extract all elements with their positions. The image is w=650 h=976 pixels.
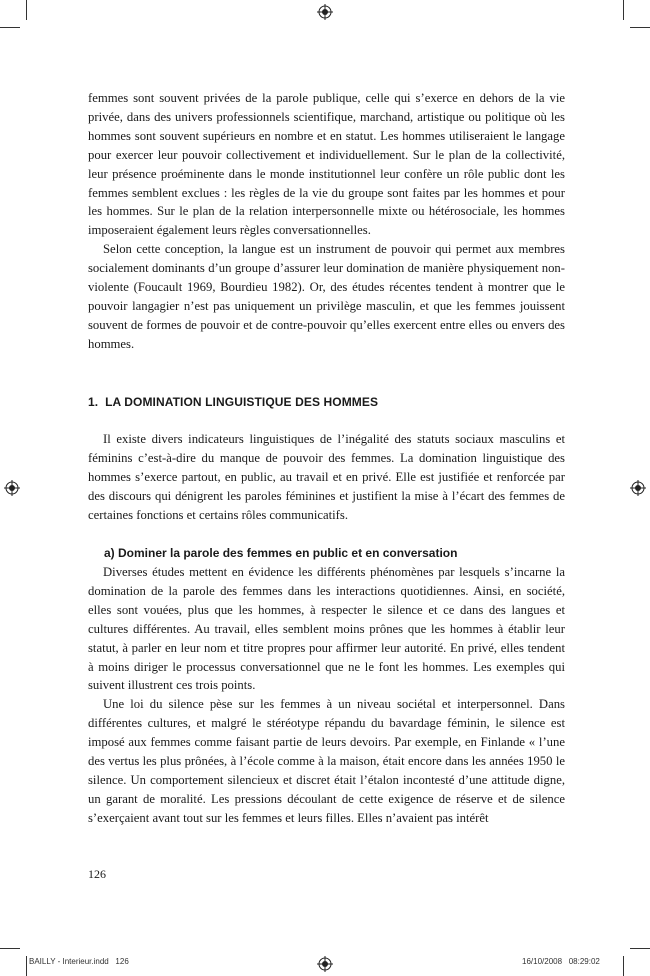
- paragraph: femmes sont souvent privées de la parole publique, celle qui s’exerce en dehors de la vie privée, dans des univers professionnels scientifique, marchand, artistique ou politique où les hommes sont souvent supérieurs en nombre et en statut. Les hommes utiliseraient le langage pour exercer leur pouvoir collectivement et individuellement. Sur le plan de la collectivité, leur présence proéminente dans le monde institutionnel leur confère un rôle public dont les femmes semblent exclues : les règles de la vie du groupe sont faites par les hommes et pour les hommes. Sur le plan de la relation interpersonnelle mixte ou hétérosociale, les hommes imposeraient également leurs règles conversationnelles.: [88, 91, 565, 238]
- paragraph: Une loi du silence pèse sur les femmes à un niveau sociétal et interpersonnel. Dans différentes cultures, et malgré le stéréotype répandu du bavardage féminin, le silence est imposé aux femmes comme faisant partie de leurs devoirs. Par exemple, en Finlande « l’une des vertus les plus prônées, à l’école comme à la maison, était encore dans les années 1950 le silence. Un comportement silencieux et discret était l’étalon incontesté d’une attitude digne, un garant de moralité. Les pressions découlant de cette exigence de réserve et de silence s’exerçaient avant tout sur les femmes et leurs filles. Elles n’avaient pas intérêt: [88, 697, 565, 825]
- paragraph: Selon cette conception, la langue est un instrument de pouvoir qui permet aux membres socialement dominants d’un groupe d’assurer leur domination de manière physiquement non-violente (Foucault 1969, Bourdieu 1982). Or, des études récentes tendent à montrer que le pouvoir langagier n’est pas uniquement un privilège masculin, et que les femmes jouissent souvent de formes de pouvoir et de contre-pouvoir qu’elles exercent entre elles ou envers des hommes.: [88, 242, 565, 351]
- crop-mark-top-left: [26, 0, 27, 20]
- registration-mark-icon: [4, 480, 20, 496]
- page-number: 126: [88, 867, 106, 881]
- paragraph: Il existe divers indicateurs linguistiques de l’inégalité des statuts sociaux masculins et féminins c’est-à-dire du manque de pouvoir des femmes. La domination linguistique des hommes s’exerce partout, en public, au travail et en privé. Elle est justifiée et renforcée par des discours qui dénigrent les paroles féminines et justifient la mise à l’écart des femmes de certaines fonctions et certains rôles communicatifs.: [88, 432, 565, 522]
- crop-mark-bottom-left-h: [0, 948, 20, 949]
- section-heading: 1. LA DOMINATION LINGUISTIQUE DES HOMMES: [88, 395, 379, 409]
- crop-mark-bottom-right-h: [630, 948, 650, 949]
- crop-mark-top-left-h: [0, 27, 20, 28]
- section-text: [88, 430, 565, 525]
- registration-mark-icon: [317, 956, 333, 972]
- registration-mark-icon: [317, 4, 333, 20]
- intro-text: [88, 89, 565, 354]
- registration-mark-icon: [630, 480, 646, 496]
- slug-file: BAILLY - Interieur.indd 126: [29, 957, 129, 966]
- crop-mark-bottom-left: [26, 956, 27, 976]
- subsection-text: [88, 563, 565, 828]
- slug-date: 16/10/2008 08:29:02: [522, 957, 600, 966]
- crop-mark-top-right-h: [630, 27, 650, 28]
- paragraph: Diverses études mettent en évidence les différents phénomènes par lesquels s’incarne la domination de la parole des femmes dans les interactions quotidiennes. Ainsi, en société, elles sont vouées, plus que les hommes, à respecter le silence et ce dans des langues et cultures différentes. Au travail, elles semblent moins prônes que les hommes à établir leur statut, à parler en leur nom et titre propres pour affirmer leur autorité. En privé, elles tendent à moins diriger le processus conversationnel que ne le font les hommes. Les exemples qui suivent illustrent ces trois points.: [88, 565, 565, 693]
- crop-mark-bottom-right: [623, 956, 624, 976]
- crop-mark-top-right: [623, 0, 624, 20]
- subsection-heading: a) Dominer la parole des femmes en public et en conversation: [104, 546, 458, 560]
